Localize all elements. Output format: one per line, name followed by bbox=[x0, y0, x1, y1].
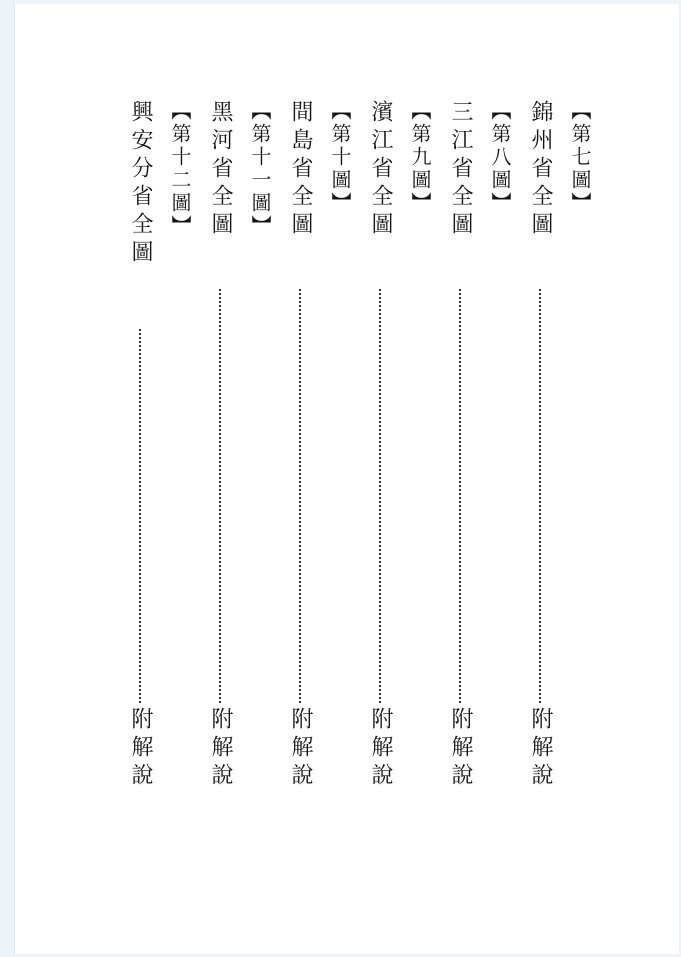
map-title: 濱江省全圖 bbox=[368, 100, 393, 240]
attached-note bbox=[523, 707, 557, 791]
map-title: 興安分省全圖 bbox=[128, 100, 153, 268]
figure-number-label bbox=[323, 100, 357, 215]
attached-note-text: 附解說 bbox=[128, 707, 153, 791]
dotted-leader bbox=[539, 289, 541, 703]
attached-note-text: 附解說 bbox=[448, 707, 473, 791]
figure-number: 【第十二圖】 bbox=[168, 100, 192, 238]
dotted-leader bbox=[299, 289, 301, 703]
attached-note bbox=[203, 707, 237, 791]
map-entry bbox=[203, 100, 237, 240]
map-entry bbox=[443, 100, 477, 240]
figure-number: 【第十一圖】 bbox=[248, 100, 272, 238]
map-title: 三江省全圖 bbox=[448, 100, 473, 240]
map-entry bbox=[123, 100, 157, 268]
attached-note-text: 附解說 bbox=[208, 707, 233, 791]
attached-note-text: 附解說 bbox=[288, 707, 313, 791]
attached-note bbox=[363, 707, 397, 791]
figure-number-label bbox=[403, 100, 437, 215]
figure-number: 【第十圖】 bbox=[328, 100, 352, 215]
dotted-leader bbox=[139, 329, 141, 703]
dotted-leader bbox=[459, 289, 461, 703]
attached-note bbox=[283, 707, 317, 791]
attached-note-text: 附解說 bbox=[528, 707, 553, 791]
attached-note-text: 附解說 bbox=[368, 707, 393, 791]
figure-number-label bbox=[163, 100, 197, 238]
map-entry bbox=[523, 100, 557, 240]
dotted-leader bbox=[219, 289, 221, 703]
figure-number-label bbox=[243, 100, 277, 238]
figure-number: 【第九圖】 bbox=[408, 100, 432, 215]
map-title: 間島省全圖 bbox=[288, 100, 313, 240]
map-entry bbox=[283, 100, 317, 240]
attached-note bbox=[443, 707, 477, 791]
dotted-leader bbox=[379, 289, 381, 703]
figure-number-label bbox=[483, 100, 517, 215]
map-title: 黑河省全圖 bbox=[208, 100, 233, 240]
figure-number-label bbox=[563, 100, 597, 215]
figure-number: 【第八圖】 bbox=[488, 100, 512, 215]
figure-number: 【第七圖】 bbox=[568, 100, 592, 215]
map-entry bbox=[363, 100, 397, 240]
map-title: 錦州省全圖 bbox=[528, 100, 553, 240]
book-page bbox=[14, 4, 679, 954]
attached-note bbox=[123, 707, 157, 791]
